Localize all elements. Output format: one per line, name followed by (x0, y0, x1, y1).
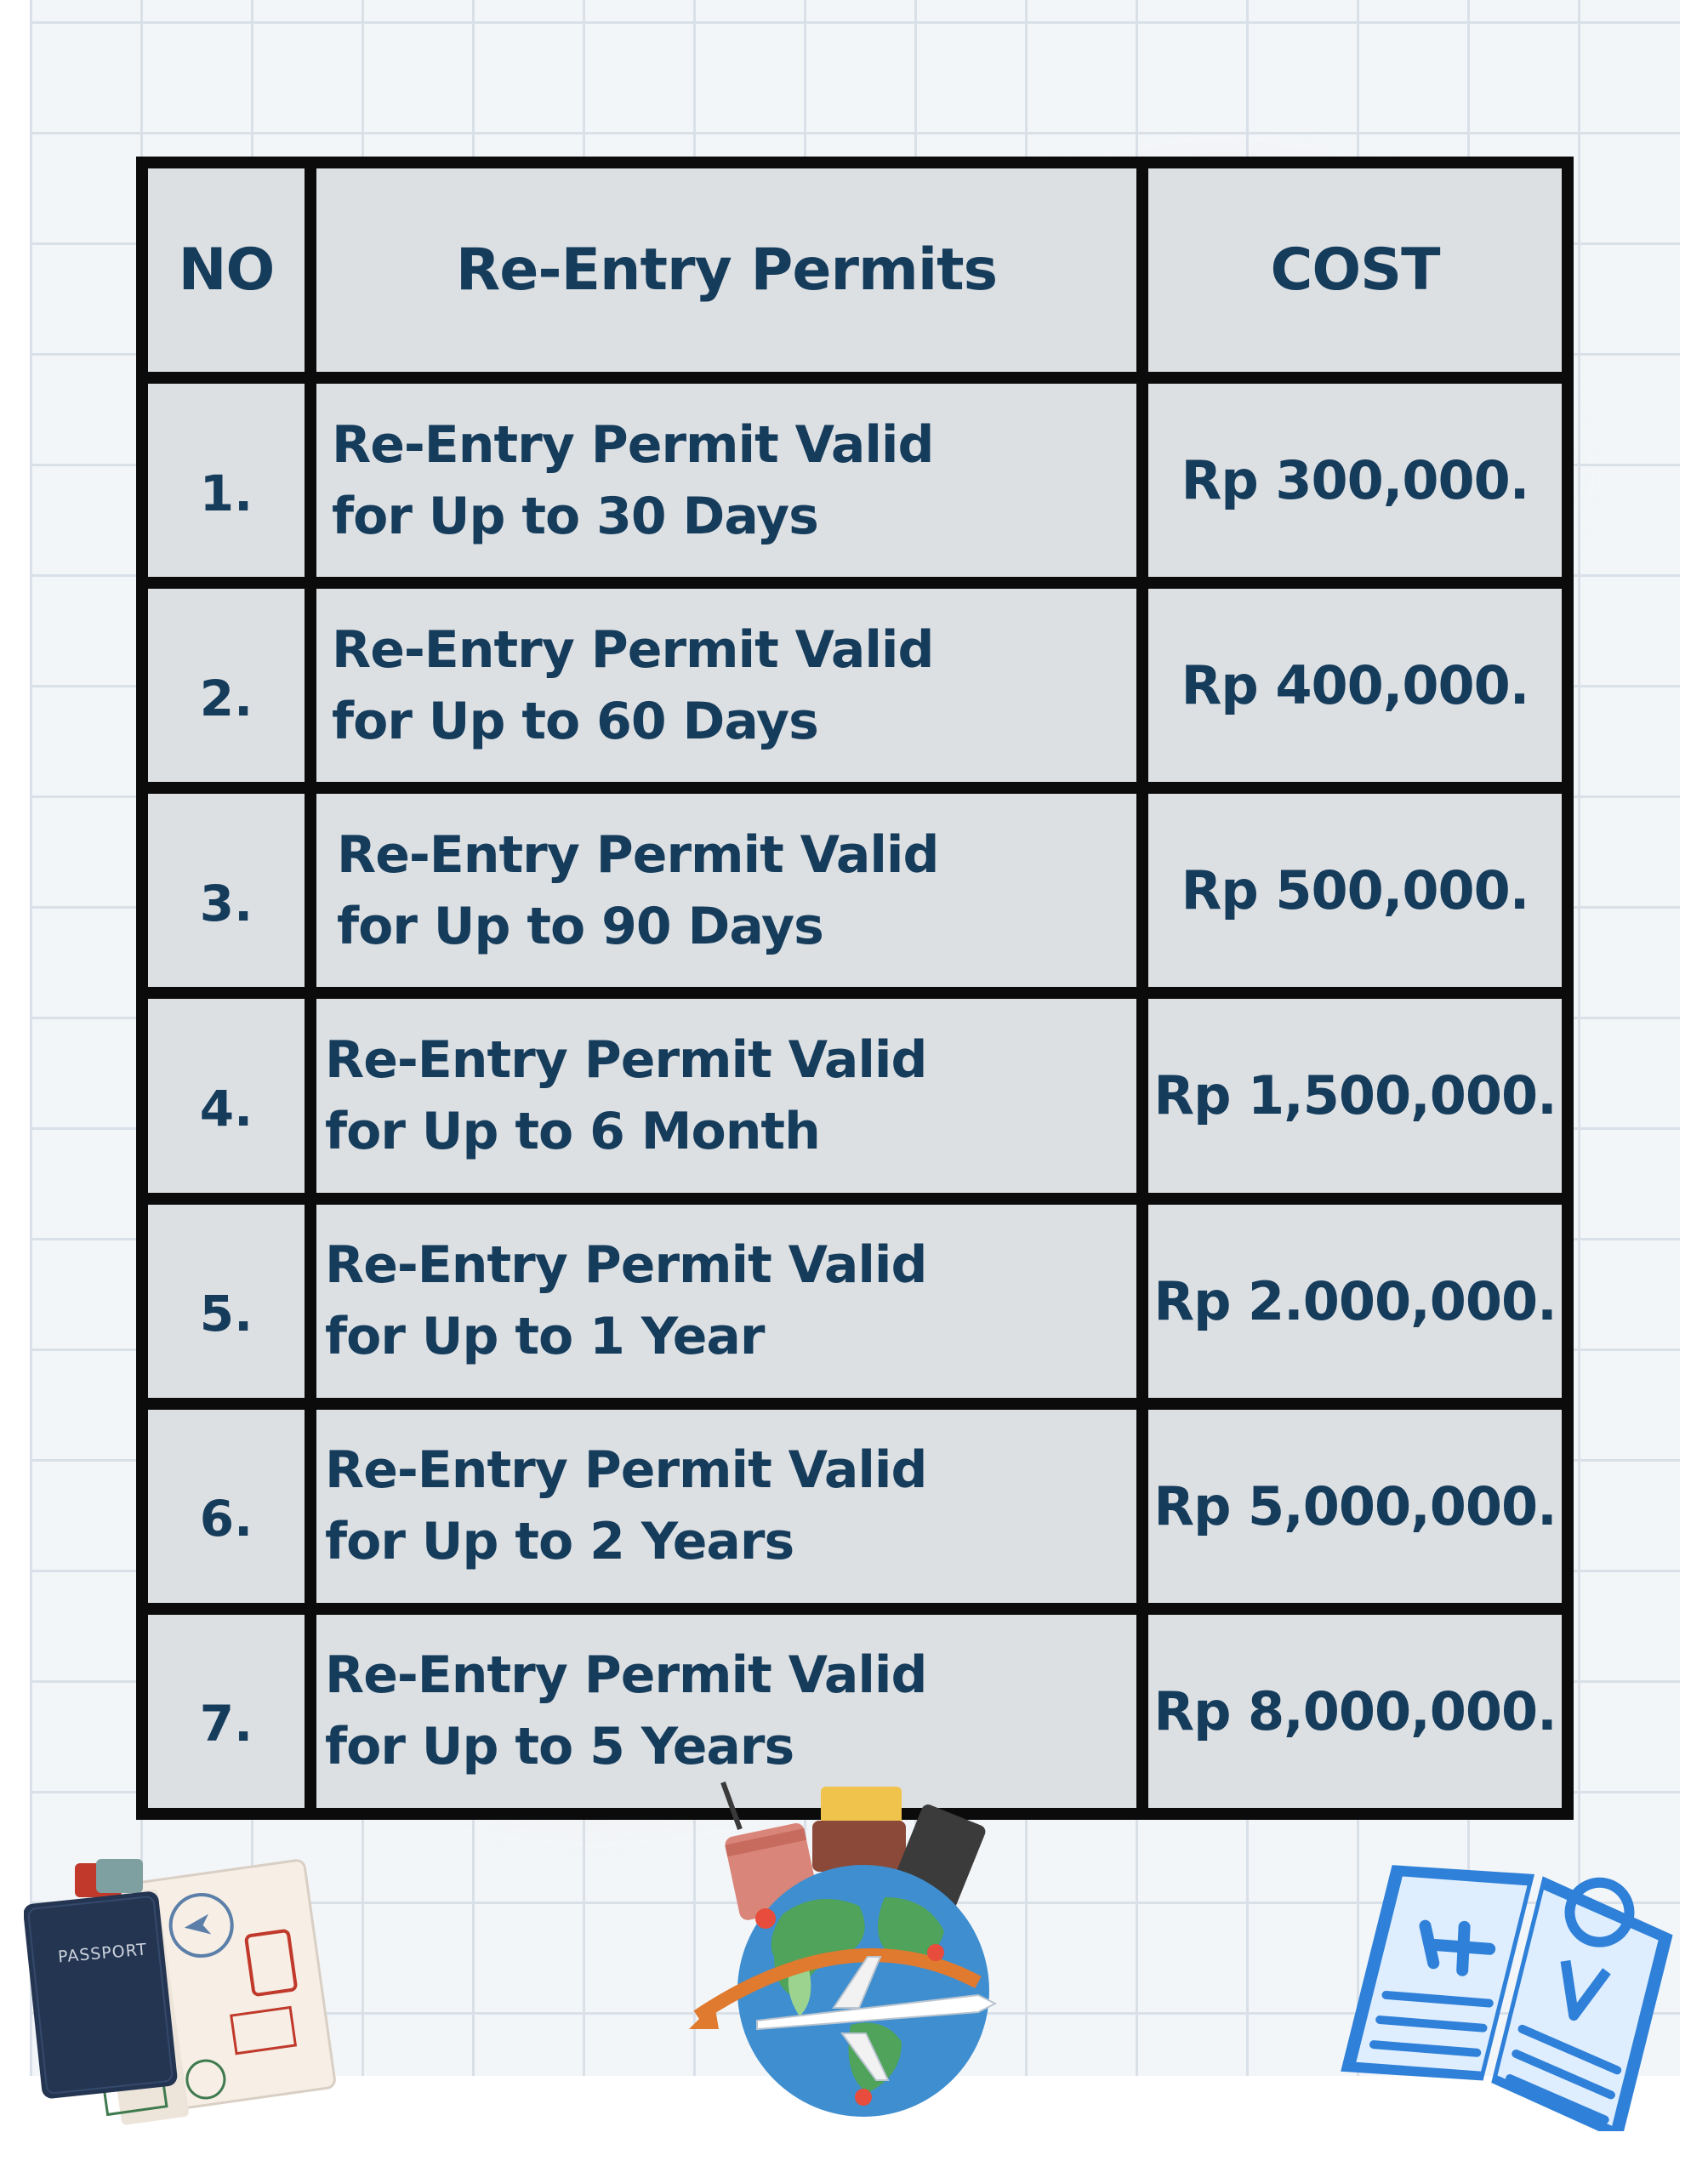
row-1-permit-line2: for Up to 30 Days (332, 486, 818, 546)
row-6-cost: Rp 5,000,000. (1148, 1410, 1562, 1603)
row-4-cost: Rp 1,500,000. (1148, 999, 1562, 1192)
travel-map-book-icon (1340, 1846, 1684, 2131)
row-3-permit-line2: for Up to 90 Days (337, 896, 823, 956)
row-6-no: 6. (148, 1410, 305, 1603)
permit-cost-table (136, 157, 1574, 1820)
row-2-permit (316, 589, 1136, 782)
row-1-no: 1. (148, 384, 305, 577)
row-1-permit-line1: Re-Entry Permit Valid (332, 414, 934, 475)
row-5-permit-line2: for Up to 1 Year (325, 1307, 765, 1367)
row-3-permit (316, 794, 1136, 987)
row-1-cost: Rp 300,000. (1148, 384, 1562, 577)
row-7-permit-line2: for Up to 5 Years (325, 1717, 794, 1777)
row-3-permit-line1: Re-Entry Permit Valid (337, 824, 939, 885)
globe-travel-graphic (680, 1770, 1046, 2127)
row-6-permit-line2: for Up to 2 Years (325, 1512, 794, 1572)
passport-stamps-graphic (24, 1850, 339, 2140)
row-5-cost: Rp 2.000,000. (1148, 1205, 1562, 1398)
row-6-permit-line1: Re-Entry Permit Valid (325, 1440, 927, 1501)
globe-travel-icon (680, 1770, 1046, 2127)
row-3-cost: Rp 500,000. (1148, 794, 1562, 987)
row-2-permit-line2: for Up to 60 Days (332, 691, 818, 751)
row-2-permit-line1: Re-Entry Permit Valid (332, 619, 934, 680)
row-7-permit-line1: Re-Entry Permit Valid (325, 1645, 927, 1706)
row-5-no: 5. (148, 1205, 305, 1398)
header-cost: COST (1148, 168, 1562, 372)
header-no: NO (148, 168, 305, 372)
row-2-no: 2. (148, 589, 305, 782)
row-4-no: 4. (148, 999, 305, 1192)
header-permit: Re-Entry Permits (316, 168, 1136, 372)
row-7-no: 7. (148, 1615, 305, 1808)
travel-map-book-graphic (1340, 1846, 1684, 2131)
passport-stamps-icon (24, 1850, 339, 2140)
row-1-permit (316, 384, 1136, 577)
row-5-permit (316, 1205, 1136, 1398)
row-4-permit-line1: Re-Entry Permit Valid (325, 1029, 927, 1090)
row-6-permit (316, 1410, 1136, 1603)
row-4-permit (316, 999, 1136, 1192)
row-7-cost: Rp 8,000,000. (1148, 1615, 1562, 1808)
passport-label: PASSPORT (57, 1940, 148, 1967)
row-4-permit-line2: for Up to 6 Month (325, 1101, 820, 1161)
row-2-cost: Rp 400,000. (1148, 589, 1562, 782)
row-5-permit-line1: Re-Entry Permit Valid (325, 1235, 927, 1296)
row-3-no: 3. (148, 794, 305, 987)
